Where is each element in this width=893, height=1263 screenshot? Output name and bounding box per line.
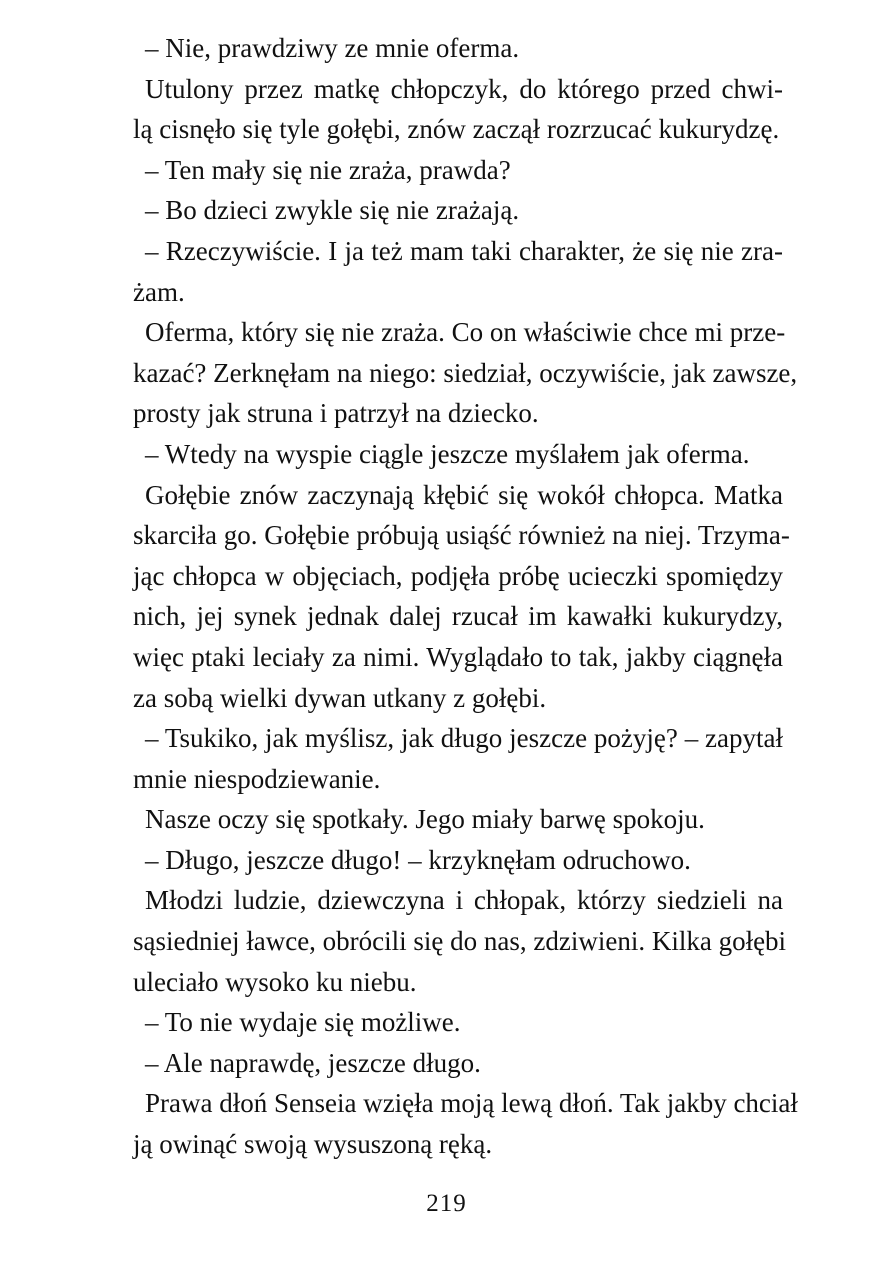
text-line: więc ptaki leciały za nimi. Wyglądało to tak, jakby ciągnęła: [133, 641, 783, 672]
text-line: ją owinąć swoją wysuszoną ręką.: [133, 1129, 493, 1160]
text-line: kazać? Zerknęłam na niego: siedział, oczywiście, jak zawsze,: [133, 357, 798, 388]
page-number: 219: [426, 1190, 467, 1217]
text-line: – Długo, jeszcze długo! – krzyknęłam odruchowo.: [145, 844, 691, 875]
text-line: Nasze oczy się spotkały. Jego miały barwę spokoju.: [145, 804, 705, 835]
text-line: Gołębie znów zaczynają kłębić się wokół chłopca. Matka: [145, 479, 783, 510]
text-line: skarciła go. Gołębie próbują usiąść również na niej. Trzyma-: [133, 520, 790, 551]
text-line: – Bo dzieci zwykle się nie zrażają.: [145, 195, 520, 226]
text-line: żam.: [133, 276, 185, 307]
text-line: mnie niespodziewanie.: [133, 763, 381, 794]
text-line: nich, jej synek jednak dalej rzucał im kawałki kukurydzy,: [133, 601, 783, 632]
text-line: – Wtedy na wyspie ciągle jeszcze myślałem jak oferma.: [145, 438, 750, 469]
body-text: [133, 28, 798, 1165]
text-line: Młodzi ludzie, dziewczyna i chłopak, którzy siedzieli na: [145, 885, 783, 916]
text-line: za sobą wielki dywan utkany z gołębi.: [133, 682, 547, 713]
text-line: lą cisnęło się tyle gołębi, znów zaczął rozrzucać kukurydzę.: [133, 114, 780, 145]
text-line: jąc chłopca w objęciach, podjęła próbę ucieczki spomiędzy: [133, 560, 783, 591]
text-line: Oferma, który się nie zraża. Co on właściwie chce mi prze-: [145, 317, 786, 348]
text-line: prosty jak struna i patrzył na dziecko.: [133, 398, 539, 429]
text-line: Utulony przez matkę chłopczyk, do którego przed chwi-: [145, 73, 783, 104]
text-line: uleciało wysoko ku niebu.: [133, 966, 417, 997]
text-line: – Tsukiko, jak myślisz, jak długo jeszcze pożyję? – zapytał: [145, 723, 783, 754]
text-line: Prawa dłoń Senseia wzięła moją lewą dłoń. Tak jakby chciał: [145, 1088, 798, 1119]
text-line: – Ale naprawdę, jeszcze długo.: [145, 1047, 481, 1078]
text-line: – Rzeczywiście. I ja też mam taki charakter, że się nie zra-: [145, 235, 783, 266]
text-line: – Ten mały się nie zraża, prawda?: [145, 154, 511, 185]
text-line: – Nie, prawdziwy ze mnie oferma.: [145, 33, 520, 63]
text-line: sąsiedniej ławce, obrócili się do nas, zdziwieni. Kilka gołębi: [133, 926, 787, 957]
text-line: – To nie wydaje się możliwe.: [145, 1007, 461, 1038]
